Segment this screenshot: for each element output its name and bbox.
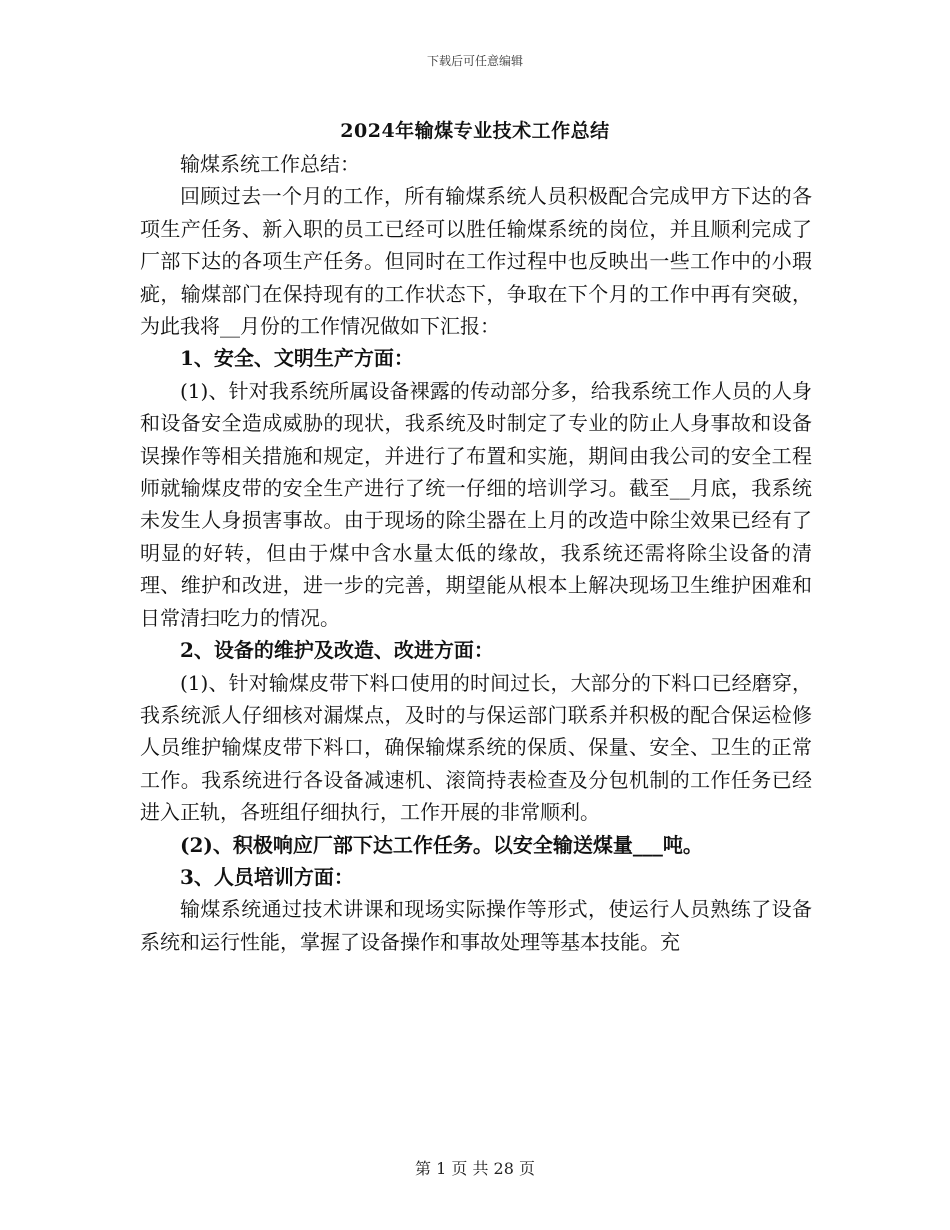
paragraph-training: 输煤系统通过技术讲课和现场实际操作等形式，使运行人员熟练了设备系统和运行性能，掌握了设备操作和事故处理等基本技能。充 xyxy=(140,897,812,954)
paragraph-task-response: (2)、积极响应厂部下达工作任务。以安全输送煤量___吨。 xyxy=(180,832,703,857)
section-heading-training: 3、人员培训方面： xyxy=(180,864,354,889)
page-number-footer: 第 1 页 共 28 页 xyxy=(415,1159,535,1178)
paragraph-maintenance: (1)、针对输煤皮带下料口使用的时间过长，大部分的下料口已经磨穿，我系统派人仔细核对漏煤点，及时的与保运部门联系并积极的配合保运检修人员维护输煤皮带下料口，确保输煤系统的保质、保量、安全、卫生的正常工作。我系统进行各设备减速机、滚筒持表检查及分包机制的工作任务已经进入正轨，各班组仔细执行，工作开展的非常顺利。 xyxy=(140,670,812,825)
paragraph-safety: (1)、针对我系统所属设备裸露的传动部分多，给我系统工作人员的人身和设备安全造成威胁的现状，我系统及时制定了专业的防止人身事故和设备误操作等相关措施和规定，并进行了布置和实施，期间由我公司的安全工程师就输煤皮带的安全生产进行了统一仔细的培训学习。截至__月底，我系统未发生人身损害事故。由于现场的除尘器在上月的改造中除尘效果已经有了明显的好转，但由于煤中含水量太低的缘故，我系统还需将除尘设备的清理、维护和改进，进一步的完善，期望能从根本上解决现场卫生维护困难和日常清扫吃力的情况。 xyxy=(140,378,812,630)
document-title: 2024年输煤专业技术工作总结 xyxy=(340,120,610,142)
page-header-note: 下载后可任意编辑 xyxy=(426,54,523,68)
section-heading-safety: 1、安全、文明生产方面： xyxy=(180,346,414,371)
paragraph-review: 回顾过去一个月的工作，所有输煤系统人员积极配合完成甲方下达的各项生产任务、新入职的员工已经可以胜任输煤系统的岗位，并且顺利完成了厂部下达的各项生产任务。但同时在工作过程中也反映出一些工作中的小瑕疵，输煤部门在保持现有的工作状态下，争取在下个月的工作中再有突破，为此我将__月份的工作情况做如下汇报： xyxy=(140,184,812,339)
document-body xyxy=(140,148,812,958)
paragraph-intro: 输煤系统工作总结： xyxy=(180,152,360,176)
section-heading-maintenance: 2、设备的维护及改造、改进方面： xyxy=(180,638,494,663)
